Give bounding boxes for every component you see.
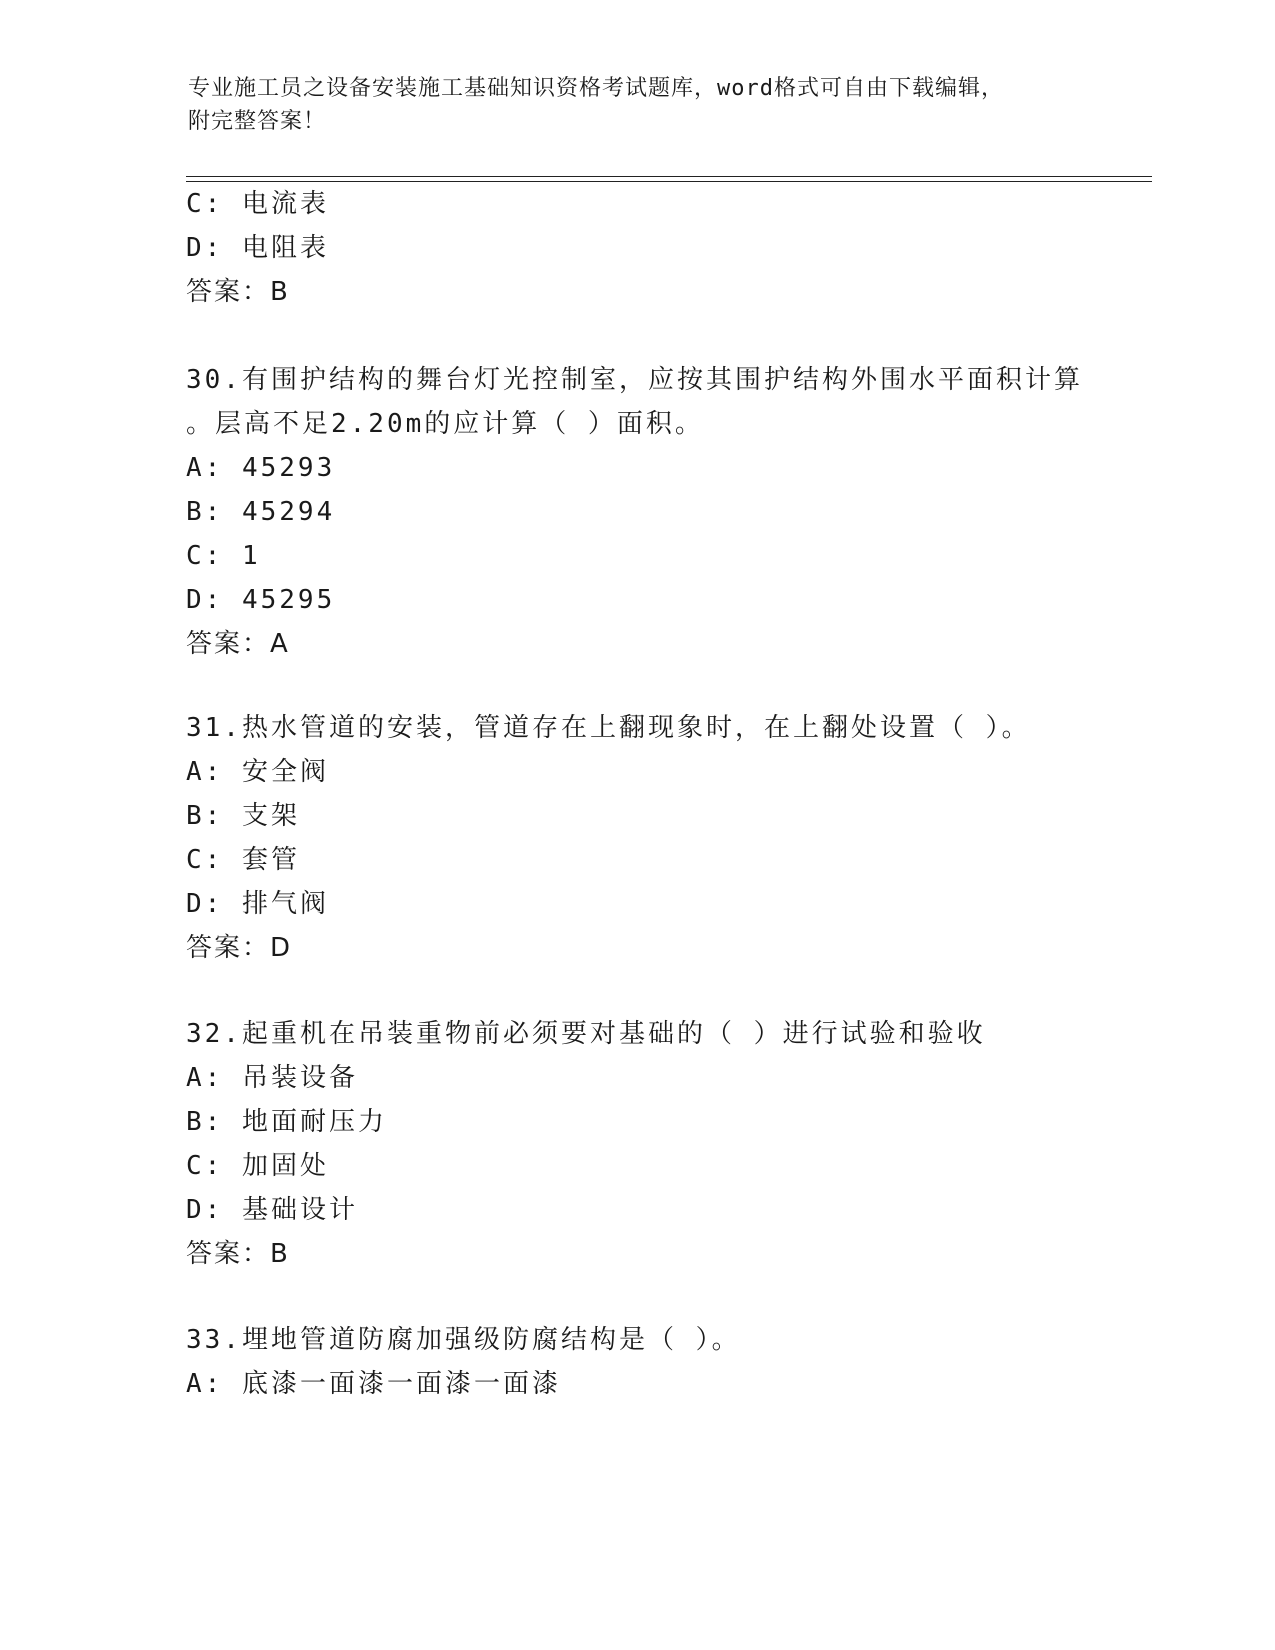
option-c: C: 电流表	[186, 189, 329, 219]
option-b: B: 支架	[186, 801, 300, 831]
option-d: D: 电阻表	[186, 233, 329, 263]
question-text: 30.有围护结构的舞台灯光控制室，应按其围护结构外围水平面积计算	[186, 365, 1083, 395]
question-text: 33.埋地管道防腐加强级防腐结构是（ ）。	[186, 1325, 741, 1355]
header-divider-bottom	[186, 181, 1152, 182]
header-divider-top	[186, 176, 1152, 177]
option-c: C: 加固处	[186, 1151, 329, 1181]
header-line-2: 附完整答案！	[188, 109, 327, 134]
option-d: D: 基础设计	[186, 1195, 358, 1225]
question-text: 31.热水管道的安装，管道存在上翻现象时，在上翻处设置（ ）。	[186, 713, 1031, 743]
option-b: B: 地面耐压力	[186, 1107, 387, 1137]
answer-line: 答案：B	[186, 277, 290, 307]
option-a: A: 吊装设备	[186, 1063, 358, 1093]
option-d: D: 排气阀	[186, 889, 329, 919]
option-a: A: 安全阀	[186, 757, 329, 787]
header-line-1: 专业施工员之设备安装施工基础知识资格考试题库，word格式可自由下载编辑，	[188, 76, 1004, 101]
option-d: D: 45295	[186, 585, 336, 615]
option-c: C: 1	[186, 541, 261, 571]
option-a: A: 45293	[186, 453, 336, 483]
option-c: C: 套管	[186, 845, 300, 875]
option-a: A: 底漆一面漆一面漆一面漆	[186, 1369, 561, 1399]
answer-line: 答案：B	[186, 1239, 290, 1269]
answer-line: 答案：A	[186, 629, 290, 659]
answer-line: 答案：D	[186, 933, 293, 963]
question-text: 32.起重机在吊装重物前必须要对基础的（ ）进行试验和验收	[186, 1019, 986, 1049]
question-text-continued: 。层高不足2.20m的应计算（ ）面积。	[186, 409, 704, 439]
document-header	[188, 72, 1088, 138]
option-b: B: 45294	[186, 497, 336, 527]
